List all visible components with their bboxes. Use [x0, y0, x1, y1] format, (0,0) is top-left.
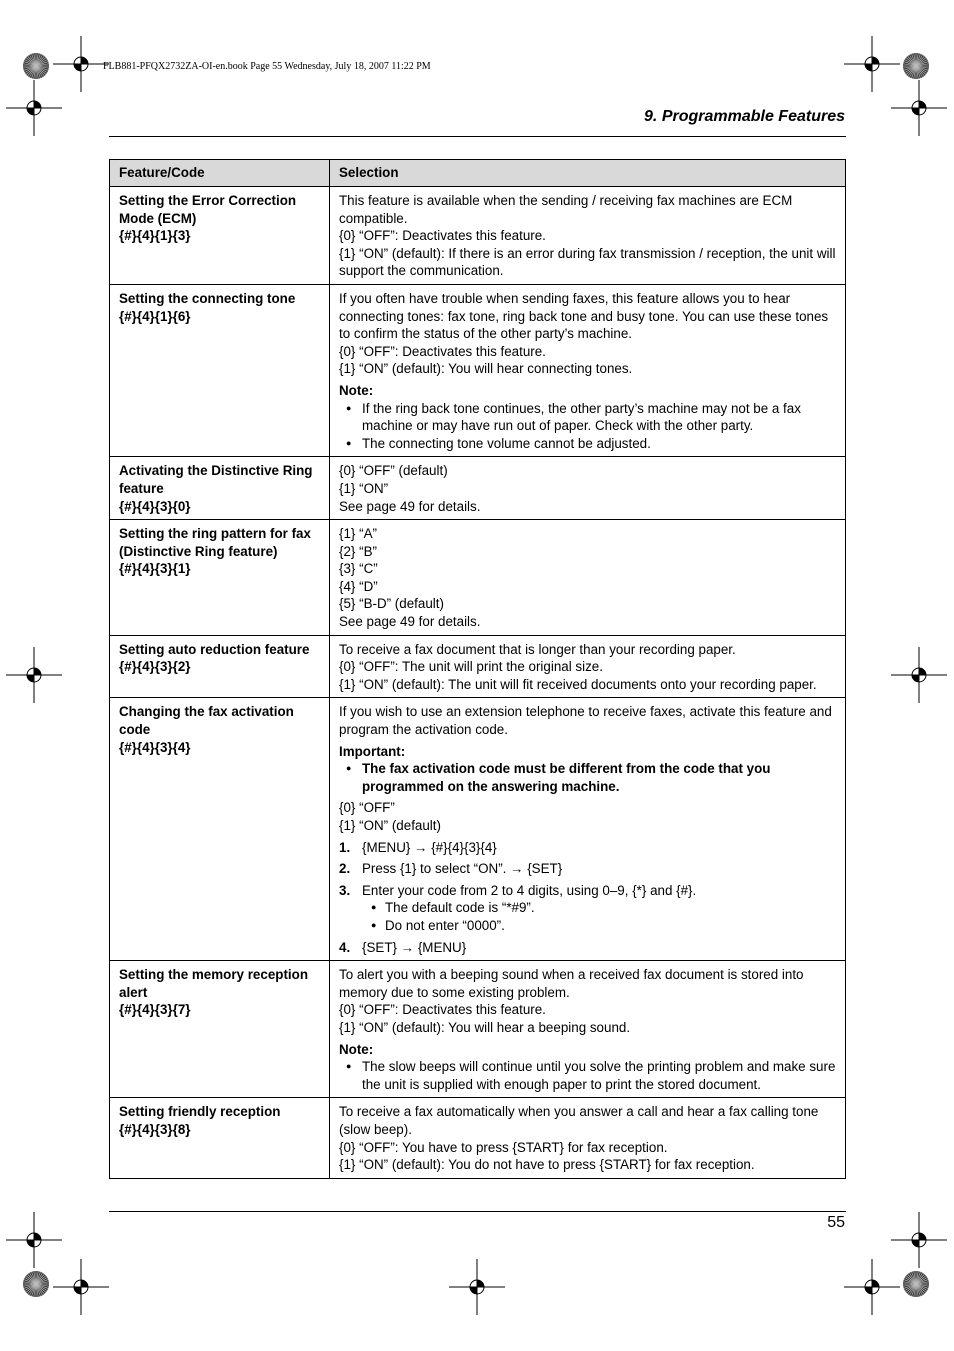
selection-line: {1} “ON” (default): You do not have to press {START} for fax reception.: [339, 1157, 755, 1173]
feature-cell: [110, 1098, 330, 1178]
selection-line: {0} “OFF”: Deactivates this feature.: [339, 1002, 546, 1018]
procedure-step: [339, 882, 836, 900]
selection-line: {5} “B-D” (default): [339, 596, 444, 612]
feature-name: Changing the fax activation code: [119, 704, 294, 738]
step-text: Press {1} to select “ON”. → {SET}: [362, 861, 563, 877]
selection-line: This feature is available when the sending / receiving fax machines are ECM compatible.: [339, 193, 793, 226]
registration-sunburst-icon: [902, 1270, 930, 1298]
selection-cell: [330, 1098, 846, 1178]
selection-line: {0} “OFF”: The unit will print the original size.: [339, 659, 603, 675]
feature-cell: [110, 187, 330, 285]
selection-cell: [330, 457, 846, 520]
table-row: [110, 284, 846, 456]
selection-line: {3} “C”: [339, 561, 378, 577]
feature-code: {#}{4}{1}{6}: [119, 308, 191, 324]
selection-line: To receive a fax automatically when you answer a call and hear a fax calling tone (slow beep).: [339, 1104, 819, 1137]
selection-cell: [330, 284, 846, 456]
selection-line: {0} “OFF”: Deactivates this feature.: [339, 343, 546, 359]
table-row: [110, 520, 846, 636]
table-row: [110, 635, 846, 698]
step-number: 3.: [339, 882, 351, 898]
important-bullet: ● The fax activation code must be different from the code that you programmed on the answering machine.: [339, 760, 836, 795]
selection-line: See page 49 for details.: [339, 498, 481, 514]
registration-crosshair-icon: [53, 1259, 109, 1315]
selection-cell: [330, 961, 846, 1098]
selection-cell: [330, 698, 846, 961]
step-text: {MENU} → {#}{4}{3}{4}: [362, 839, 497, 855]
selection-cell: [330, 635, 846, 698]
feature-cell: [110, 698, 330, 961]
feature-name: Setting the connecting tone: [119, 290, 296, 306]
procedure-step: [339, 860, 836, 878]
selection-line: {0} “OFF”: Deactivates this feature.: [339, 228, 546, 244]
table-row: [110, 961, 846, 1098]
registration-crosshair-icon: [891, 80, 947, 136]
registration-crosshair-icon: [6, 647, 62, 703]
step-sub-bullet: ● The default code is “*#9”.: [339, 899, 836, 917]
feature-cell: [110, 520, 330, 636]
selection-line: {1} “ON” (default): [339, 818, 441, 833]
step-text: Enter your code from 2 to 4 digits, using 0–9, {*} and {#}.: [362, 882, 697, 898]
selection-line: {1} “ON” (default): You will hear a beeping sound.: [339, 1019, 631, 1035]
selection-line: If you often have trouble when sending faxes, this feature allows you to hear connecting tones: fax tone, ring back tone and busy tone. You can use these tones to confirm the status of the other party’s machine.: [339, 290, 829, 342]
feature-name: Setting auto reduction feature: [119, 641, 310, 657]
step-sub-bullet: ● Do not enter “0000”.: [339, 917, 836, 935]
feature-code: {#}{4}{3}{1}: [119, 561, 191, 577]
feature-code: {#}{4}{3}{7}: [119, 1002, 191, 1018]
selection-intro: If you wish to use an extension telephone to receive faxes, activate this feature and program the activation code.: [339, 704, 832, 738]
selection-line: {0} “OFF” (default): [339, 463, 448, 479]
feature-cell: [110, 284, 330, 456]
selection-line: {1} “ON”: [339, 480, 389, 496]
registration-crosshair-icon: [53, 36, 109, 92]
note-label: Note:: [339, 382, 374, 398]
table-header-row: [110, 160, 846, 187]
selection-cell: [330, 187, 846, 285]
selection-line: {2} “B”: [339, 543, 377, 559]
registration-sunburst-icon: [902, 52, 930, 80]
selection-line: {1} “ON” (default): You will hear connecting tones.: [339, 361, 633, 377]
selection-cell: [330, 520, 846, 636]
step-number: 4.: [339, 939, 351, 955]
feature-code: {#}{4}{3}{0}: [119, 498, 191, 514]
table-row: [110, 698, 846, 961]
feature-code: {#}{4}{3}{4}: [119, 739, 191, 755]
feature-cell: [110, 457, 330, 520]
feature-code: {#}{4}{3}{8}: [119, 1121, 191, 1137]
selection-line: {0} “OFF”: [339, 800, 395, 816]
table-row: [110, 457, 846, 520]
selection-line: {4} “D”: [339, 578, 378, 594]
selection-line: {0} “OFF”: You have to press {START} for fax reception.: [339, 1139, 668, 1155]
selection-line: To receive a fax document that is longer than your recording paper.: [339, 641, 736, 657]
feature-name: Setting friendly reception: [119, 1104, 281, 1120]
procedure-step: [339, 839, 836, 857]
important-label: Important:: [339, 743, 406, 759]
feature-code: {#}{4}{3}{2}: [119, 659, 191, 675]
feature-name: Setting the memory reception alert: [119, 967, 308, 1000]
registration-sunburst-icon: [22, 52, 50, 80]
selection-line: {1} “A”: [339, 526, 377, 542]
selection-line: To alert you with a beeping sound when a received fax document is stored into memory due to some existing problem.: [339, 967, 804, 1000]
feature-name: Activating the Distinctive Ring feature: [119, 463, 313, 496]
feature-name: Setting the Error Correction Mode (ECM): [119, 193, 297, 226]
page-number: 55: [827, 1214, 845, 1231]
column-header-feature: Feature/Code: [110, 160, 330, 187]
registration-crosshair-icon: [891, 1212, 947, 1268]
procedure-step: [339, 939, 836, 957]
note-bullet: ● If the ring back tone continues, the other party’s machine may not be a fax machine or may have run out of paper. Check with the other party.: [339, 400, 836, 435]
registration-crosshair-icon: [891, 647, 947, 703]
selection-line: {1} “ON” (default): The unit will fit received documents onto your recording paper.: [339, 676, 817, 692]
selection-line: See page 49 for details.: [339, 614, 481, 630]
feature-code: {#}{4}{1}{3}: [119, 228, 191, 244]
footer-rule: [109, 1211, 846, 1212]
column-header-selection: Selection: [330, 160, 846, 187]
step-text: {SET} → {MENU}: [362, 939, 467, 955]
feature-cell: [110, 635, 330, 698]
note-bullet: ● The connecting tone volume cannot be adjusted.: [339, 435, 836, 453]
registration-sunburst-icon: [22, 1270, 50, 1298]
print-header: FLB881-PFQX2732ZA-OI-en.book Page 55 Wednesday, July 18, 2007 11:22 PM: [103, 61, 431, 72]
table-row: [110, 1098, 846, 1178]
header-rule: [109, 136, 846, 137]
feature-cell: [110, 961, 330, 1098]
section-title: 9. Programmable Features: [644, 108, 845, 125]
step-number: 2.: [339, 861, 351, 877]
table-row: [110, 187, 846, 285]
step-number: 1.: [339, 839, 351, 855]
note-label: Note:: [339, 1041, 374, 1057]
note-bullet: ● The slow beeps will continue until you solve the printing problem and make sure the unit is supplied with enough paper to print the stored document.: [339, 1058, 836, 1093]
feature-name: Setting the ring pattern for fax (Distinctive Ring feature): [119, 526, 311, 559]
registration-crosshair-icon: [449, 1259, 505, 1315]
feature-table: [109, 159, 846, 1179]
selection-line: {1} “ON” (default): If there is an error during fax transmission / reception, the unit will support the communication.: [339, 245, 836, 279]
